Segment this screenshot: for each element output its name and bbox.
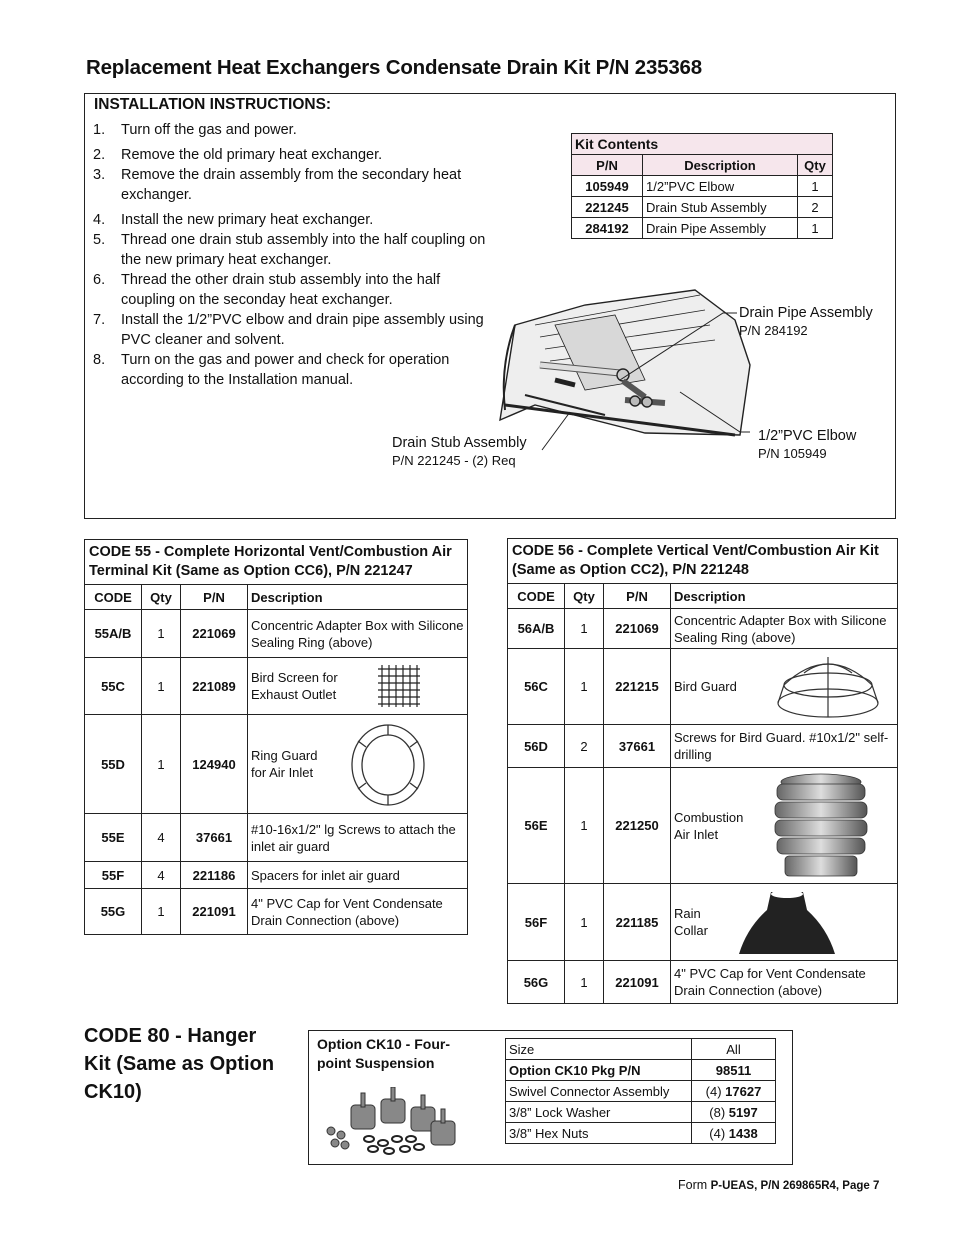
- table-row: 55G 1 221091 4" PVC Cap for Vent Condensate Drain Connection (above): [85, 889, 468, 935]
- kit-col-desc: Description: [643, 155, 798, 176]
- code80-title: CODE 80 - Hanger Kit (Same as Option CK10): [84, 1025, 275, 1103]
- bird-screen-icon: [376, 663, 422, 709]
- step: 8. Turn on the gas and power and check for operation according to the Installation manual.: [93, 352, 450, 388]
- table-row: 221245 Drain Stub Assembly 2: [572, 197, 833, 218]
- kit-col-qty: Qty: [798, 155, 833, 176]
- suspension-hardware-icon: [321, 1087, 461, 1155]
- label-drain-stub: Drain Stub Assembly P/N 221245 - (2) Req: [392, 435, 527, 468]
- table-row: 3/8” Hex Nuts (4) 1438: [506, 1123, 776, 1144]
- table-row: 55A/B 1 221069 Concentric Adapter Box with Silicone Sealing Ring (above): [85, 610, 468, 658]
- combustion-air-inlet-icon: [771, 772, 871, 882]
- col-code: CODE: [85, 585, 142, 610]
- page-footer: Form P-UEAS, P/N 269865R4, Page 7: [678, 1178, 880, 1192]
- label-pvc-elbow: 1/2”PVC Elbow P/N 105949: [758, 428, 857, 461]
- kit-col-pn: P/N: [572, 155, 643, 176]
- ck10-title: Option CK10 - Four-point Suspension: [317, 1036, 450, 1071]
- table-row: 56E 1 221250 Combustion Air Inlet: [508, 768, 898, 884]
- step: 1. Turn off the gas and power.: [93, 122, 297, 138]
- rain-collar-icon: [737, 888, 837, 956]
- table-row: 55C 1 221089 Bird Screen for Exhaust Outlet: [85, 658, 468, 715]
- code56-title: CODE 56 - Complete Vertical Vent/Combustion Air Kit (Same as Option CC2), P/N 221248: [508, 539, 898, 584]
- table-row: 55D 1 124940 Ring Guard for Air Inlet: [85, 715, 468, 814]
- col-pn: P/N: [604, 584, 671, 609]
- kit-contents-table: [571, 133, 833, 239]
- table-row: 56C 1 221215 Bird Guard: [508, 649, 898, 725]
- col-qty: Qty: [565, 584, 604, 609]
- table-row: Option CK10 Pkg P/N 98511: [506, 1060, 776, 1081]
- ck10-box: [308, 1030, 793, 1165]
- table-row: 105949 1/2”PVC Elbow 1: [572, 176, 833, 197]
- table-row: 3/8” Lock Washer (8) 5197: [506, 1102, 776, 1123]
- col-pn: P/N: [181, 585, 248, 610]
- table-row: 56G 1 221091 4" PVC Cap for Vent Condensate Drain Connection (above): [508, 961, 898, 1004]
- step: 4. Install the new primary heat exchanger.: [93, 212, 374, 228]
- label-drain-pipe: Drain Pipe Assembly P/N 284192: [739, 305, 873, 338]
- table-row: 55F 4 221186 Spacers for inlet air guard: [85, 862, 468, 889]
- col-description: Description: [671, 584, 898, 609]
- diagram-leader-lines: [540, 312, 750, 462]
- step: 7. Install the 1/2”PVC elbow and drain pipe assembly using PVC cleaner and solvent.: [93, 312, 484, 348]
- step: 3. Remove the drain assembly from the secondary heat exchanger.: [93, 167, 462, 203]
- code55-table: [84, 539, 468, 935]
- table-row: 56A/B 1 221069 Concentric Adapter Box with Silicone Sealing Ring (above): [508, 609, 898, 649]
- installation-steps: [93, 120, 498, 395]
- table-row: 56F 1 221185 Rain Collar: [508, 884, 898, 961]
- code56-table: [507, 538, 898, 1004]
- col-qty: Qty: [142, 585, 181, 610]
- col-description: Description: [248, 585, 468, 610]
- kit-contents-heading: Kit Contents: [572, 134, 833, 155]
- installation-heading: INSTALLATION INSTRUCTIONS:: [94, 96, 332, 113]
- table-row: Swivel Connector Assembly (4) 17627: [506, 1081, 776, 1102]
- bird-guard-icon: [774, 653, 882, 721]
- step: 6. Thread the other drain stub assembly into the half coupling on the seconday heat exchanger.: [93, 272, 441, 308]
- ck10-table: [505, 1038, 776, 1144]
- step: 2. Remove the old primary heat exchanger.: [93, 147, 383, 163]
- page-title: Replacement Heat Exchangers Condensate Drain Kit P/N 235368: [86, 56, 702, 79]
- step: 5. Thread one drain stub assembly into the half coupling on the new primary heat exchanger.: [93, 232, 486, 268]
- table-row: 55E 4 37661 #10-16x1/2" lg Screws to attach the inlet air guard: [85, 814, 468, 862]
- table-row: 56D 2 37661 Screws for Bird Guard. #10x1/2" self-drilling: [508, 725, 898, 768]
- col-code: CODE: [508, 584, 565, 609]
- table-row: 284192 Drain Pipe Assembly 1: [572, 218, 833, 239]
- code55-title: CODE 55 - Complete Horizontal Vent/Combustion Air Terminal Kit (Same as Option CC6), P/N 221247: [85, 540, 468, 585]
- table-row: Size All: [506, 1039, 776, 1060]
- ring-guard-icon: [348, 721, 428, 809]
